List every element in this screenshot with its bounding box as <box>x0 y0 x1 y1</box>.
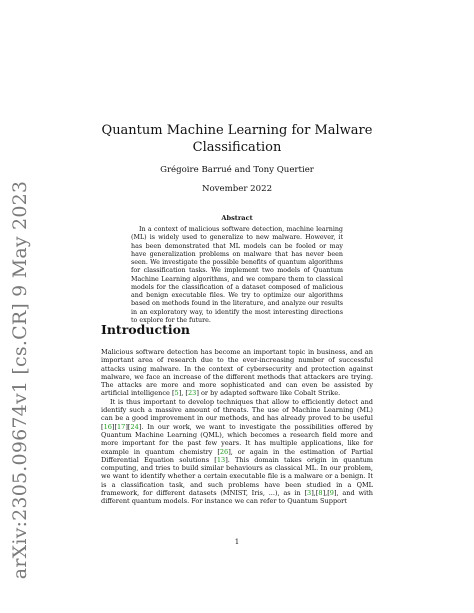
section-heading-introduction: Introduction <box>101 322 191 337</box>
text-run: It is thus important to develop techniques that allow to efficiently detect and identify such a massive amount of threats. The use of Machine Learning (ML) can be a good improvement in our methods, and has already proved to be useful [ <box>101 397 373 431</box>
citation-link[interactable]: 3 <box>307 489 312 498</box>
text-run: Malicious software detection has become an important topic in business, and an important area of research due to the ever-increasing number of successful attacks using malware. In the context of cybersecurity and protection against malware, we face an increase of the different methods that attackers are trying. The attacks are more and more sophisticated and can even be assisted by artificial intelligence [ <box>101 348 373 398</box>
introduction-body <box>101 348 373 506</box>
abstract-heading: Abstract <box>221 214 253 222</box>
title-line-2: Classification <box>192 140 282 155</box>
title-line-1: Quantum Machine Learning for Malware <box>101 123 373 138</box>
arxiv-identifier-text: arXiv:2305.09674v1 [cs.CR] 9 May 2023 <box>9 180 31 580</box>
text-run: ], and with different quantum models. For instance we can refer to Quantum Support <box>101 489 373 506</box>
text-run: ]. In our work, we want to investigate the possibilities offered by Quantum Machine Learning (QML), which becomes a research field more and more important for the past few years. It has multiple applications, like for example in quantum chemistry [ <box>101 422 373 456</box>
text-run: ], [ <box>178 389 188 398</box>
citation-link[interactable]: 9 <box>329 489 334 498</box>
introduction-paragraph-2 <box>101 398 373 506</box>
text-run: ][ <box>125 422 131 431</box>
text-run: ],[ <box>311 489 319 498</box>
citation-link[interactable]: 23 <box>187 389 197 398</box>
paper-date: November 2022 <box>201 184 273 194</box>
text-run: ]. This domain takes origin in quantum computing, and tries to build similar behaviours as classical ML. In our problem, we want to identify whether a certain executable file is a malware or a benign. It is a classification task, and such problems have been studied in a QML framework, for different datasets (MNIST, Iris, ...), as in [ <box>101 455 373 498</box>
citation-link[interactable]: 17 <box>117 422 126 431</box>
paper-authors: Grégoire Barrué and Tony Quertier <box>160 165 314 175</box>
text-run: ][ <box>111 422 118 431</box>
citation-link[interactable]: 13 <box>216 455 226 464</box>
citation-link[interactable]: 24 <box>130 422 139 431</box>
page-number: 1 <box>234 538 240 546</box>
citation-link[interactable]: 8 <box>318 489 323 498</box>
citation-link[interactable]: 5 <box>174 389 179 398</box>
abstract-text: In a context of malicious software detection, machine learning (ML) is widely used to generalize to new malware. However, it has been demonstrated that ML models can be fooled or may have generalization problems on malware that has never been seen. We investigate the possible benefits of quantum algorithms for classification tasks. We implement two models of Quantum Machine Learning algorithms, and we compare them to classical models for the classification of a dataset composed of malicious and benign executable files. We try to optimize our algorithms based on methods found in the literature, and analyze our results in an exploratory way, to identify the most interesting directions to explore for the future. <box>131 226 343 324</box>
introduction-paragraph-1 <box>101 348 373 398</box>
paper-title <box>101 122 373 156</box>
arxiv-identifier-stamp <box>0 160 40 600</box>
text-run: ],[ <box>322 489 330 498</box>
text-run: ], or again in the estimation of Partial Differential Equation solutions [ <box>101 447 373 464</box>
text-run: ] or by adapted software like Cobalt Strike. <box>196 389 341 398</box>
citation-link[interactable]: 26 <box>219 447 229 456</box>
citation-link[interactable]: 16 <box>103 422 112 431</box>
